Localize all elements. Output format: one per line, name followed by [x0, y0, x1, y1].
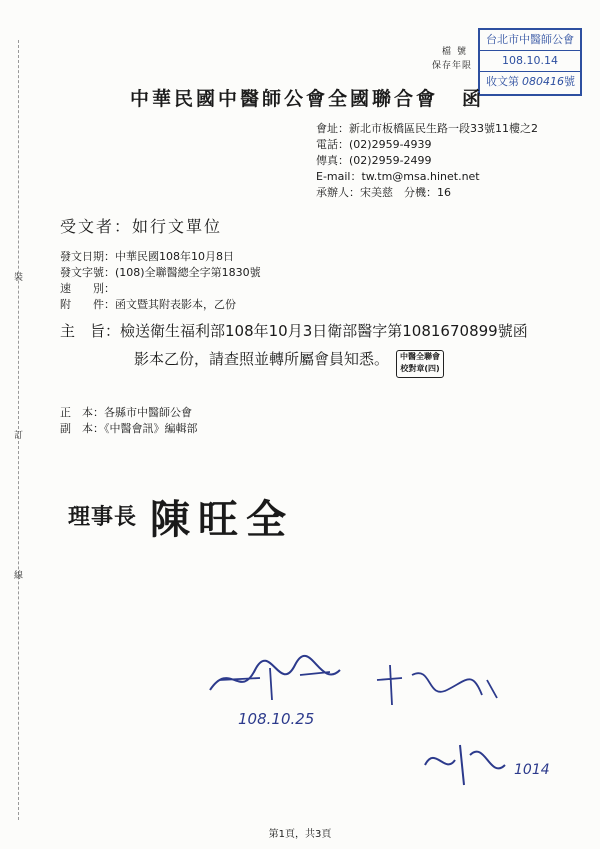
- subject-line-2: 影本乙份，請查照並轉所屬會員知悉。: [134, 350, 390, 368]
- recipient: 受文者：如行文單位: [60, 217, 223, 236]
- primary-recipient: 正 本：各縣市中醫師公會: [60, 406, 192, 419]
- subject-line-1: 主 旨：檢送衛生福利部108年10月3日衛部醫字第1081670899號函: [60, 322, 528, 340]
- speed: 速 別：: [60, 282, 115, 295]
- page-footer: 第1頁，共3頁: [268, 829, 332, 840]
- attachment: 附 件：函文暨其附表影本，乙份: [60, 298, 236, 311]
- issue-number: 發文字號：(108)全聯醫總全字第1830號: [60, 266, 261, 279]
- contact-phone: 電話：(02)2959-4939: [316, 138, 432, 151]
- issue-date: 發文日期：中華民國108年10月8日: [60, 250, 234, 263]
- receipt-stamp-date: 108.10.14: [480, 50, 580, 72]
- receipt-stamp-org: 台北市中醫師公會: [480, 30, 580, 51]
- proofreading-stamp: [396, 350, 444, 378]
- receipt-number-value: 080416: [522, 75, 564, 88]
- proof-stamp-line-1: 中醫全聯會: [400, 352, 440, 361]
- binding-mark-top: 裝: [14, 273, 24, 283]
- handwritten-note: [372, 660, 502, 710]
- contact-handler: 承辦人：宋美慈 分機：16: [316, 186, 451, 199]
- chairman-name: 陳旺全: [150, 497, 294, 543]
- organization-title: 中華民國中醫師公會全國聯合會: [130, 88, 439, 110]
- contact-fax: 傳真：(02)2959-2499: [316, 154, 432, 167]
- handwritten-signature-1: [200, 650, 360, 710]
- retention-label: 保存年限: [431, 61, 472, 71]
- receipt-number-label: 收文第: [486, 75, 519, 88]
- file-number-label: 檔號: [441, 47, 472, 57]
- contact-email: E-mail：tw.tm@msa.hinet.net: [316, 170, 480, 183]
- receipt-stamp-number: [480, 71, 580, 92]
- copy-recipient: 副 本：《中醫會訊》編輯部: [60, 422, 198, 435]
- contact-address: 會址：新北市板橋區民生路一段33號11樓之2: [316, 122, 538, 135]
- binding-mark-bottom: 線: [14, 571, 24, 581]
- handwritten-note-date: 1014: [514, 762, 550, 778]
- proof-stamp-line-2: 校對章(四): [400, 364, 440, 373]
- receipt-number-suffix: 號: [564, 75, 575, 88]
- receipt-stamp: [478, 28, 582, 96]
- handwritten-date: 108.10.25: [238, 710, 315, 728]
- binding-mark-middle: 訂: [14, 431, 24, 441]
- document-type: 函: [462, 88, 482, 110]
- chairman-title: 理事長: [68, 505, 138, 530]
